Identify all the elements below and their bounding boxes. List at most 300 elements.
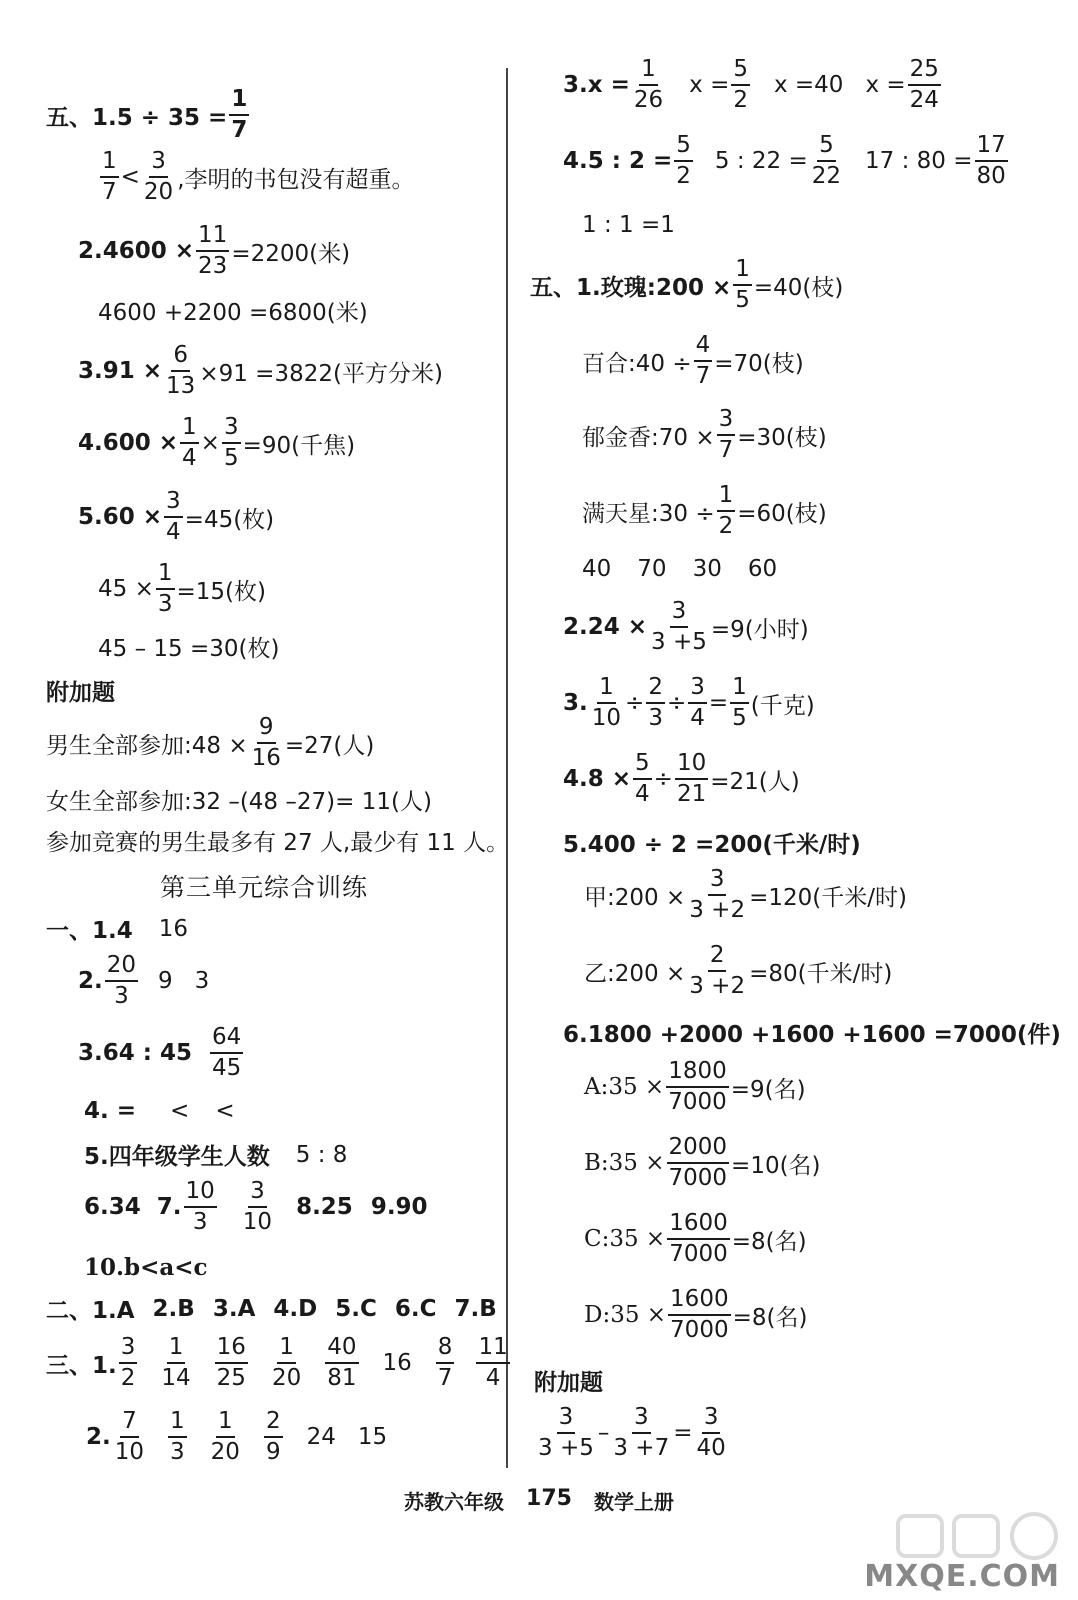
text: 3.x = <box>563 72 630 98</box>
numerator: 1 <box>216 1410 235 1438</box>
text: 男生全部参加:48 × <box>46 732 248 759</box>
denominator: 16 <box>251 745 281 771</box>
fraction <box>180 416 199 470</box>
denominator: 3 +2 <box>689 973 746 999</box>
text: 16 <box>382 1350 412 1376</box>
fraction <box>674 134 693 188</box>
text: 女生全部参加:32 –(48 –27)= 11(人) <box>46 789 432 815</box>
right-line-19 <box>584 1288 807 1342</box>
numerator: 1 <box>730 676 749 704</box>
text: 4.8 × <box>563 766 632 792</box>
denominator: 7 <box>437 1365 453 1391</box>
fraction <box>675 752 708 806</box>
fraction <box>975 134 1008 188</box>
fraction <box>717 408 736 462</box>
text: 2.4600 × <box>78 238 195 264</box>
left-line-22 <box>46 1292 497 1325</box>
text: 10.b<a<c <box>84 1254 208 1281</box>
text: =9(小时) <box>710 616 809 643</box>
text: 二、1.A <box>46 1298 135 1324</box>
numerator: 25 <box>908 58 941 86</box>
denominator: 2 <box>718 513 734 539</box>
denominator: 10 <box>242 1209 273 1235</box>
text: 16 <box>158 915 189 942</box>
section-title: 第三单元综合训练 <box>160 873 369 902</box>
fraction <box>632 58 665 112</box>
text: ,李明的书包没有超重。 <box>177 166 415 193</box>
denominator: 7 <box>718 437 734 463</box>
numerator: 1 <box>156 562 175 590</box>
numerator: 64 <box>210 1026 243 1054</box>
left-line-9 <box>98 630 279 663</box>
numerator: 1 <box>597 676 616 704</box>
text: ÷ <box>666 690 687 716</box>
text: D:35 × <box>584 1302 667 1328</box>
fraction <box>667 1212 730 1266</box>
text: A:35 × <box>584 1074 665 1100</box>
fraction <box>666 1060 729 1114</box>
right-line-10 <box>563 676 815 730</box>
numerator: 5 <box>817 134 836 162</box>
text: ÷ <box>625 690 645 716</box>
text: 百合:40 ÷ <box>582 350 692 377</box>
text: 60 <box>747 556 778 582</box>
numerator: 1 <box>733 258 752 286</box>
fraction <box>142 150 175 204</box>
numerator: 4 <box>694 334 713 362</box>
text: – <box>597 1420 610 1446</box>
denominator: 45 <box>211 1055 242 1081</box>
denominator: 7 <box>102 179 117 205</box>
text: B:35 × <box>584 1150 665 1176</box>
fraction <box>229 88 249 142</box>
fraction <box>668 1288 731 1342</box>
text: 3.64 : 45 <box>78 1040 192 1066</box>
numerator: 3 <box>670 600 689 628</box>
denominator: 7000 <box>668 1165 728 1191</box>
fraction <box>646 676 665 730</box>
left-line-24 <box>86 1410 387 1464</box>
right-line-5 <box>582 334 804 388</box>
denominator: 3 +5 <box>538 1435 594 1461</box>
denominator: 10 <box>114 1439 145 1465</box>
fraction <box>908 58 941 112</box>
denominator: 7 <box>695 363 711 389</box>
numerator: 3 <box>248 1180 267 1208</box>
fraction <box>717 484 736 538</box>
text: =8(名) <box>732 1304 808 1331</box>
denominator: 3 <box>114 983 129 1009</box>
text: 4.D <box>273 1295 318 1322</box>
numerator: 7 <box>120 1410 139 1438</box>
fraction <box>649 600 709 654</box>
denominator: 2 <box>733 87 748 113</box>
fraction <box>159 1336 192 1390</box>
numerator: 11 <box>196 224 229 252</box>
text: × <box>200 430 220 456</box>
text: (千克) <box>750 692 815 719</box>
fraction <box>667 1136 730 1190</box>
left-line-17 <box>78 1026 245 1080</box>
left-line-2 <box>98 150 415 204</box>
numerator: 2 <box>646 676 665 704</box>
text: =30(枝) <box>737 424 827 451</box>
fraction <box>113 1410 146 1464</box>
denominator: 20 <box>210 1439 240 1465</box>
numerator: 3 <box>708 868 727 896</box>
numerator: 1 <box>180 416 199 444</box>
column-divider <box>506 68 508 1468</box>
page-number: 175 <box>526 1486 572 1511</box>
text: 一、1.4 <box>46 918 133 944</box>
text: 5.C <box>335 1295 377 1322</box>
text: 1 : 1 =1 <box>582 212 675 238</box>
text: =40(枝) <box>753 274 844 301</box>
text: =15(枚) <box>176 578 266 605</box>
denominator: 22 <box>811 163 842 189</box>
denominator: 3 <box>157 591 173 617</box>
left-line-13 <box>46 824 509 857</box>
left-line-18 <box>84 1098 235 1124</box>
right-line-17 <box>584 1136 821 1190</box>
text: 五、1.玫瑰:200 × <box>530 274 732 301</box>
left-line-11 <box>46 716 374 770</box>
text: 9 <box>158 968 173 994</box>
text: 五、1.5 ÷ 35 = <box>46 104 228 131</box>
text: 5 : 8 <box>295 1141 348 1168</box>
fraction <box>210 1026 243 1080</box>
text: = <box>708 690 729 716</box>
right-line-4 <box>530 258 843 312</box>
fraction <box>209 1410 242 1464</box>
numerator: 1 <box>100 150 119 178</box>
right-line-1 <box>563 58 943 112</box>
right-line-3 <box>582 212 675 238</box>
footer-grade: 苏教六年级 <box>404 1490 505 1514</box>
text: =90(千焦) <box>242 432 356 459</box>
denominator: 2 <box>676 163 691 189</box>
numerator: 3 <box>632 1406 651 1434</box>
fraction <box>264 1410 283 1464</box>
denominator: 3 <box>170 1439 185 1465</box>
numerator: 3 <box>557 1406 576 1434</box>
footer-book: 数学上册 <box>593 1490 674 1514</box>
numerator: 5 <box>674 134 693 162</box>
fraction <box>810 134 843 188</box>
heading: 附加题 <box>46 680 115 706</box>
numerator: 3 <box>222 416 241 444</box>
text: 4.5 : 2 = <box>563 148 673 174</box>
fraction <box>196 224 229 278</box>
text: 30 <box>692 556 722 582</box>
denominator: 81 <box>327 1365 357 1391</box>
denominator: 25 <box>216 1365 246 1391</box>
denominator: 2 <box>120 1365 136 1391</box>
text: =9(名) <box>730 1076 806 1103</box>
text: 2.24 × <box>563 614 648 640</box>
numerator: 20 <box>105 954 138 982</box>
right-line-11 <box>563 752 800 806</box>
left-line-15 <box>46 912 188 945</box>
numerator: 2 <box>264 1410 283 1438</box>
denominator: 7000 <box>669 1241 728 1267</box>
left-line-21 <box>84 1254 208 1281</box>
text: < <box>120 164 140 190</box>
fraction <box>270 1336 303 1390</box>
denominator: 23 <box>198 253 228 279</box>
denominator: 24 <box>909 87 939 113</box>
left-line-16 <box>78 954 209 1008</box>
numerator: 1 <box>639 58 658 86</box>
fraction <box>476 1336 509 1390</box>
denominator: 3 +5 <box>651 629 707 655</box>
numerator: 5 <box>633 752 652 780</box>
text: =80(千米/时) <box>749 960 893 987</box>
numerator: 10 <box>184 1180 217 1208</box>
numerator: 1 <box>167 1336 186 1364</box>
numerator: 1600 <box>667 1212 730 1240</box>
denominator: 5 <box>735 287 750 313</box>
heading: 附加题 <box>534 1370 603 1396</box>
numerator: 3 <box>149 150 168 178</box>
numerator: 1600 <box>668 1288 731 1316</box>
numerator: 5 <box>731 58 750 86</box>
fraction <box>164 344 197 398</box>
right-line-13 <box>584 868 907 922</box>
text: 4. = <box>84 1098 137 1124</box>
fraction <box>100 150 119 204</box>
numerator: 1800 <box>666 1060 729 1088</box>
text: 3.A <box>212 1295 256 1322</box>
numerator: 3 <box>688 676 707 704</box>
text: 9.90 <box>370 1194 428 1220</box>
numerator: 9 <box>257 716 276 744</box>
numerator: 3 <box>164 490 183 518</box>
text: 7. <box>156 1194 182 1220</box>
right-line-8 <box>582 556 777 582</box>
denominator: 26 <box>633 87 664 113</box>
text: x =40 <box>773 72 844 98</box>
denominator: 20 <box>271 1365 302 1391</box>
denominator: 4 <box>182 445 197 471</box>
fraction <box>730 676 749 730</box>
right-line-7 <box>582 484 827 538</box>
numerator: 11 <box>476 1336 509 1364</box>
text: 6.1800 +2000 +1600 +1600 =7000(件) <box>563 1022 1061 1048</box>
denominator: 10 <box>591 705 622 731</box>
left-line-12 <box>46 783 432 816</box>
text: 6.34 <box>84 1194 141 1220</box>
right-line-20 <box>534 1364 603 1397</box>
text: 5.60 × <box>78 504 163 530</box>
text: 8.25 <box>296 1194 353 1220</box>
left-line-14 <box>160 868 368 904</box>
denominator: 80 <box>976 163 1006 189</box>
fraction <box>687 944 747 998</box>
text: 2.B <box>152 1295 195 1322</box>
fraction <box>184 1180 217 1234</box>
left-line-3 <box>78 224 350 278</box>
right-line-12 <box>563 826 861 859</box>
numerator: 1 <box>717 484 736 512</box>
fraction <box>164 490 183 544</box>
denominator: 3 +7 <box>613 1435 670 1461</box>
text: 7.B <box>454 1295 497 1322</box>
numerator: 6 <box>171 344 190 372</box>
denominator: 4 <box>690 705 705 731</box>
left-line-5 <box>78 344 443 398</box>
text: 40 <box>582 556 612 582</box>
text: 45 – 15 =30(枚) <box>98 636 280 662</box>
left-line-23 <box>46 1336 512 1390</box>
numerator: 3 <box>119 1336 138 1364</box>
fraction <box>156 562 175 616</box>
numerator: 3 <box>702 1406 721 1434</box>
text: =10(名) <box>731 1152 821 1179</box>
numerator: 2000 <box>667 1136 730 1164</box>
left-line-7 <box>78 490 274 544</box>
numerator: 1 <box>168 1410 187 1438</box>
denominator: 5 <box>732 705 747 731</box>
fraction <box>105 954 138 1008</box>
text: =2200(米) <box>231 240 351 267</box>
text: 3 <box>194 968 210 994</box>
text: 45 × <box>98 576 154 602</box>
fraction <box>733 258 752 312</box>
fraction <box>436 1336 455 1390</box>
fraction <box>688 676 707 730</box>
right-line-2 <box>563 134 1010 188</box>
text: 5 : 22 = <box>714 148 808 174</box>
text: < <box>215 1098 235 1124</box>
denominator: 4 <box>166 519 181 545</box>
text: x = <box>689 72 730 98</box>
denominator: 40 <box>696 1435 726 1461</box>
watermark-text: MXQE.COM <box>864 1559 1060 1594</box>
fraction <box>694 334 713 388</box>
text: ×91 =3822(平方分米) <box>199 360 443 387</box>
fraction <box>611 1406 671 1460</box>
left-line-4 <box>98 294 368 327</box>
text: =8(名) <box>731 1228 807 1255</box>
fraction <box>687 868 747 922</box>
denominator: 7000 <box>670 1317 729 1343</box>
fraction <box>250 716 283 770</box>
text: =27(人) <box>284 732 375 759</box>
denominator: 3 <box>648 705 663 731</box>
text: 满天星:30 ÷ <box>582 500 715 527</box>
numerator: 10 <box>675 752 708 780</box>
text: 2. <box>78 968 103 994</box>
right-line-18 <box>584 1212 807 1266</box>
denominator: 5 <box>223 445 239 471</box>
numerator: 17 <box>975 134 1008 162</box>
numerator: 3 <box>717 408 736 436</box>
fraction <box>119 1336 138 1390</box>
text: =21(人) <box>710 768 800 795</box>
denominator: 21 <box>676 781 707 807</box>
right-line-6 <box>582 408 827 462</box>
left-line-10 <box>46 674 115 707</box>
text: 6.C <box>394 1295 437 1322</box>
fraction <box>536 1406 596 1460</box>
text: =120(千米/时) <box>749 884 907 911</box>
numerator: 40 <box>325 1336 358 1364</box>
denominator: 4 <box>485 1365 501 1391</box>
right-line-16 <box>584 1060 806 1114</box>
text: =45(枚) <box>184 506 275 533</box>
denominator: 3 +2 <box>689 897 746 923</box>
numerator: 1 <box>277 1336 296 1364</box>
fraction <box>241 1180 274 1234</box>
fraction <box>325 1336 358 1390</box>
text: 24 <box>306 1424 336 1450</box>
denominator: 9 <box>265 1439 281 1465</box>
text: =60(枝) <box>737 500 827 527</box>
text: 参加竞赛的男生最多有 27 人,最少有 11 人。 <box>46 830 510 856</box>
numerator: 1 <box>229 88 249 116</box>
denominator: 14 <box>161 1365 191 1391</box>
denominator: 20 <box>143 179 174 205</box>
text: =70(枝) <box>714 350 804 377</box>
text: C:35 × <box>584 1226 666 1252</box>
fraction <box>222 416 241 470</box>
text: x = <box>865 72 906 98</box>
right-line-9 <box>563 600 809 654</box>
text: 4.600 × <box>78 430 179 456</box>
left-line-1 <box>46 88 251 142</box>
fraction <box>731 58 750 112</box>
denominator: 7 <box>231 117 248 143</box>
text: 甲:200 × <box>584 884 686 911</box>
right-line-15 <box>563 1016 1061 1049</box>
left-line-19 <box>84 1138 347 1171</box>
denominator: 4 <box>635 781 650 807</box>
text: 三、1. <box>46 1352 117 1379</box>
left-line-20 <box>84 1180 428 1234</box>
denominator: 3 <box>192 1209 208 1235</box>
fraction <box>633 752 652 806</box>
text: 5.四年级学生人数 <box>84 1144 270 1170</box>
denominator: 7000 <box>668 1089 727 1115</box>
fraction <box>215 1336 248 1390</box>
denominator: 13 <box>166 373 196 399</box>
text: = <box>673 1420 693 1446</box>
left-line-6 <box>78 416 355 470</box>
text: 15 <box>357 1424 388 1450</box>
text: 郁金香:70 × <box>582 424 715 451</box>
fraction <box>590 676 623 730</box>
text: 3.91 × <box>78 358 163 384</box>
text: 3. <box>563 690 588 716</box>
fraction <box>695 1406 728 1460</box>
right-line-21 <box>534 1406 730 1460</box>
fraction <box>168 1410 187 1464</box>
numerator: 8 <box>436 1336 455 1364</box>
text: 4600 +2200 =6800(米) <box>98 300 368 326</box>
text: ÷ <box>653 766 673 792</box>
text: < <box>170 1098 190 1124</box>
text: 2. <box>86 1424 111 1450</box>
left-line-8 <box>98 562 266 616</box>
text: 5.400 ÷ 2 =200(千米/时) <box>563 832 861 858</box>
text: 乙:200 × <box>584 960 686 987</box>
numerator: 2 <box>708 944 727 972</box>
text: 70 <box>637 556 667 582</box>
numerator: 16 <box>215 1336 248 1364</box>
right-line-14 <box>584 944 892 998</box>
text: 17 : 80 = <box>865 148 973 174</box>
